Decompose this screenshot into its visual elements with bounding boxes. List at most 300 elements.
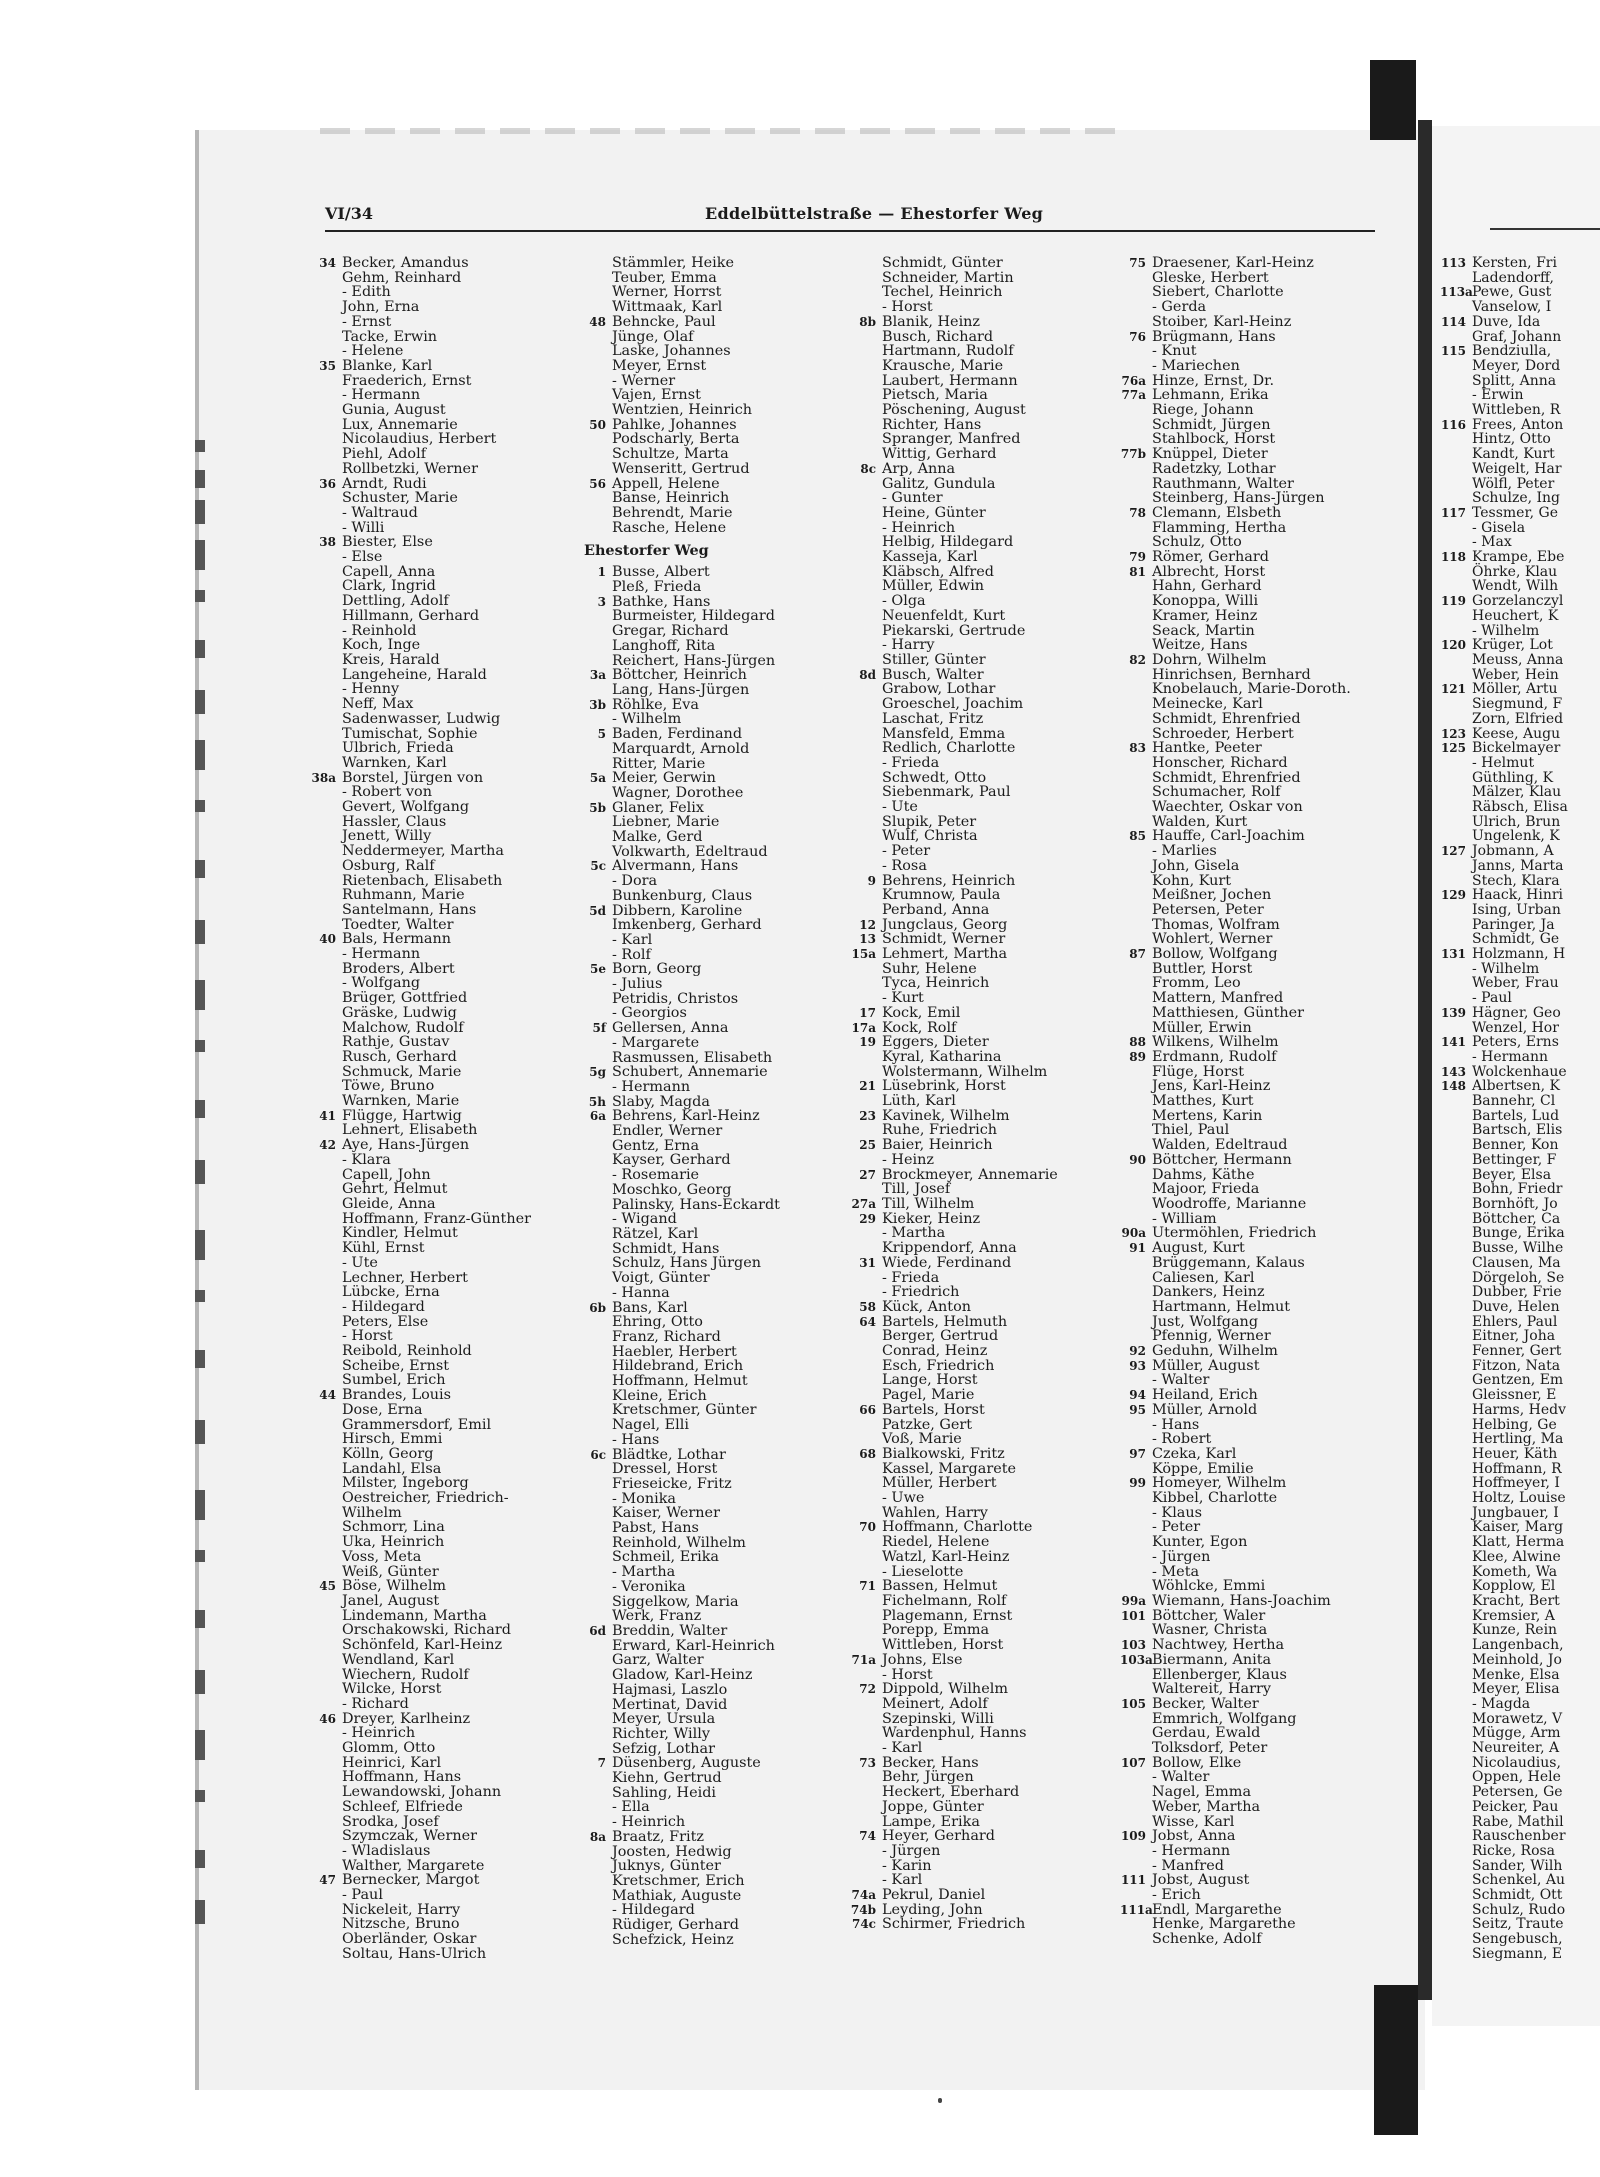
directory-entry [1120, 815, 1351, 830]
house-number [1440, 1021, 1472, 1036]
directory-entry [850, 1594, 1058, 1609]
directory-entry [310, 330, 531, 345]
resident-name: Gräske, Ludwig [342, 1004, 457, 1021]
directory-entry [580, 1756, 780, 1771]
directory-entry [850, 1888, 1058, 1903]
house-number [1120, 1138, 1152, 1153]
directory-entry [310, 785, 531, 800]
directory-entry [310, 1182, 531, 1197]
house-number [1120, 1315, 1152, 1330]
resident-name: - Heinrich [342, 1725, 416, 1742]
resident-name: Osburg, Ralf [342, 857, 435, 874]
house-number [1440, 1241, 1472, 1256]
resident-name: Lux, Annemarie [342, 416, 458, 433]
directory-entry [1120, 859, 1351, 874]
directory-entry [310, 1065, 531, 1080]
resident-name: Fromm, Leo [1152, 975, 1241, 992]
directory-entry [1120, 1226, 1351, 1241]
house-number [850, 756, 882, 771]
house-number [310, 1153, 342, 1168]
house-number [580, 639, 612, 654]
directory-entry [1440, 506, 1568, 521]
resident-name: - Martha [612, 1564, 676, 1581]
directory-entry [1440, 785, 1568, 800]
resident-name: Siggelkow, Maria [612, 1593, 739, 1610]
house-number [580, 830, 612, 845]
house-number [310, 976, 342, 991]
resident-name: Weitze, Hans [1152, 637, 1248, 654]
house-number [310, 1682, 342, 1697]
resident-name: Petersen, Ge [1472, 1784, 1563, 1801]
directory-entry [1440, 741, 1568, 756]
house-number [1120, 1094, 1152, 1109]
house-number: 5b [589, 800, 606, 815]
resident-name: Hillmann, Gerhard [342, 607, 480, 624]
resident-name: Kandt, Kurt [1472, 446, 1555, 463]
directory-entry [1120, 1741, 1351, 1756]
directory-entry [310, 918, 531, 933]
house-number [310, 1506, 342, 1521]
house-number: 23 [859, 1108, 876, 1123]
directory-entry [1120, 1785, 1351, 1800]
resident-name: Podscharly, Berta [612, 431, 740, 448]
directory-entry [310, 756, 531, 771]
resident-name: Müller, Erwin [1152, 1019, 1252, 1036]
house-number [310, 1623, 342, 1638]
house-number [1120, 1373, 1152, 1388]
resident-name: Hajmasi, Laszlo [612, 1681, 728, 1698]
house-number [1120, 1565, 1152, 1580]
directory-entry [580, 1271, 780, 1286]
house-number [1120, 609, 1152, 624]
directory-entry [580, 918, 780, 933]
resident-name: Voigt, Günter [612, 1270, 710, 1287]
directory-column-5-next-page [1440, 256, 1568, 1962]
house-number [310, 653, 342, 668]
resident-name: - Hans [1152, 1416, 1200, 1433]
directory-entry [1120, 1712, 1351, 1727]
directory-entry [580, 1124, 780, 1139]
directory-entry [850, 521, 1058, 536]
directory-entry [850, 653, 1058, 668]
house-number [310, 388, 342, 403]
directory-entry [1120, 1079, 1351, 1094]
house-number [580, 1036, 612, 1051]
resident-name: Behr, Jürgen [882, 1769, 974, 1786]
resident-name: Kracht, Bert [1472, 1592, 1560, 1609]
binding-mark [195, 540, 205, 570]
directory-entry [310, 1609, 531, 1624]
house-number [310, 1006, 342, 1021]
resident-name: - Martha [882, 1225, 946, 1242]
directory-entry [310, 976, 531, 991]
house-number: 34 [319, 256, 336, 270]
directory-entry [850, 1903, 1058, 1918]
directory-entry [850, 1800, 1058, 1815]
resident-name: Müller, Herbert [882, 1475, 997, 1492]
house-number: 38 [319, 535, 336, 550]
house-number [310, 1829, 342, 1844]
directory-entry [310, 462, 531, 477]
resident-name: Rollbetzki, Werner [342, 460, 478, 477]
directory-entry [1440, 1212, 1568, 1227]
house-number [1440, 785, 1472, 800]
house-number [1120, 1859, 1152, 1874]
resident-name: Ruhmann, Marie [342, 887, 465, 904]
directory-entry [1440, 477, 1568, 492]
directory-entry [580, 1359, 780, 1374]
resident-name: Wilkens, Wilhelm [1152, 1034, 1279, 1051]
resident-name: - Horst [342, 1328, 393, 1345]
resident-name: Dankers, Heinz [1152, 1284, 1265, 1301]
resident-name: Neddermeyer, Martha [342, 843, 505, 860]
house-number: 120 [1440, 638, 1466, 653]
house-number [850, 403, 882, 418]
directory-entry [1440, 1344, 1568, 1359]
binding-mark [195, 740, 205, 770]
resident-name: Patzke, Gert [882, 1416, 973, 1433]
directory-entry [1440, 844, 1568, 859]
resident-name: Hirsch, Emmi [342, 1431, 443, 1448]
house-number [850, 1535, 882, 1550]
house-number: 19 [859, 1035, 876, 1050]
house-number: 6c [590, 1447, 606, 1462]
resident-name: Vanselow, I [1472, 299, 1552, 316]
resident-name: Milster, Ingeborg [342, 1475, 469, 1492]
resident-name: - Ernst [342, 313, 392, 330]
resident-name: Pietsch, Maria [882, 387, 988, 404]
directory-entry [310, 874, 531, 889]
resident-name: Ricke, Rosa [1472, 1842, 1556, 1859]
resident-name: Pöschening, August [882, 402, 1026, 419]
resident-name: Gerdau, Ewald [1152, 1725, 1261, 1742]
resident-name: Neureiter, A [1472, 1740, 1560, 1757]
resident-name: Rüdiger, Gerhard [612, 1917, 739, 1934]
house-number [310, 697, 342, 712]
resident-name: Meuss, Anna [1472, 651, 1564, 668]
house-number [1440, 800, 1472, 815]
resident-name: - Paul [1472, 990, 1512, 1007]
resident-name: Janel, August [342, 1592, 440, 1609]
house-number [1120, 1329, 1152, 1344]
resident-name: Schmidt, Ehrenfried [1152, 769, 1301, 786]
house-number [850, 1844, 882, 1859]
resident-name: Oberländer, Oskar [342, 1931, 477, 1948]
resident-name: - Frieda [882, 1269, 940, 1286]
resident-name: Piehl, Adolf [342, 446, 427, 463]
directory-entry [580, 491, 780, 506]
resident-name: Schubert, Annemarie [612, 1064, 768, 1081]
resident-name: Moschko, Georg [612, 1181, 732, 1198]
house-number [310, 521, 342, 536]
resident-name: Steinberg, Hans-Jürgen [1152, 490, 1325, 507]
house-number: 7 [597, 1756, 606, 1771]
resident-name: Becker, Amandus [342, 255, 469, 271]
house-number [850, 1815, 882, 1830]
house-number: 121 [1440, 682, 1466, 697]
resident-name: - Ute [342, 1254, 378, 1271]
directory-entry [580, 418, 780, 433]
directory-entry [1440, 1300, 1568, 1315]
resident-name: Appell, Helene [612, 475, 720, 492]
directory-entry [850, 785, 1058, 800]
directory-entry [310, 579, 531, 594]
house-number [850, 506, 882, 521]
resident-name: Hoffmann, Franz-Günther [342, 1210, 531, 1227]
resident-name: Meyer, Dord [1472, 357, 1561, 374]
house-number [1440, 579, 1472, 594]
house-number [310, 1800, 342, 1815]
directory-entry [580, 300, 780, 315]
house-number [310, 741, 342, 756]
directory-entry [310, 1021, 531, 1036]
house-number [1120, 535, 1152, 550]
resident-name: Kaiser, Marg [1472, 1519, 1564, 1536]
house-number [310, 1065, 342, 1080]
resident-name: Klatt, Herma [1472, 1534, 1565, 1551]
house-number [580, 1462, 612, 1477]
house-number [1120, 403, 1152, 418]
directory-entry [850, 1226, 1058, 1241]
resident-name: Zorn, Elfried [1472, 710, 1564, 727]
resident-name: Böttcher, Ca [1472, 1210, 1561, 1227]
house-number [310, 418, 342, 433]
house-number [310, 1756, 342, 1771]
resident-name: Wöhlcke, Emmi [1152, 1578, 1266, 1595]
house-number [580, 374, 612, 389]
directory-entry [1120, 1123, 1351, 1138]
directory-entry [850, 1050, 1058, 1065]
house-number [1440, 271, 1472, 286]
house-number [1440, 918, 1472, 933]
directory-entry [1120, 1917, 1351, 1932]
directory-entry [580, 595, 780, 610]
house-number: 131 [1440, 947, 1466, 962]
house-number [310, 1432, 342, 1447]
resident-name: - Margarete [612, 1034, 700, 1051]
house-number: 113a [1440, 285, 1473, 300]
directory-entry [580, 1448, 780, 1463]
resident-name: Endl, Margarethe [1152, 1901, 1282, 1918]
directory-entry [580, 1903, 780, 1918]
directory-entry [850, 815, 1058, 830]
directory-entry [850, 418, 1058, 433]
directory-entry [1120, 1021, 1351, 1036]
directory-entry [1440, 1697, 1568, 1712]
directory-entry [310, 829, 531, 844]
house-number [1120, 624, 1152, 639]
house-number: 42 [319, 1138, 336, 1153]
resident-name: Sefzig, Lothar [612, 1740, 715, 1757]
house-number [1440, 477, 1472, 492]
house-number [580, 1418, 612, 1433]
directory-entry [850, 609, 1058, 624]
directory-entry [580, 1301, 780, 1316]
house-number [850, 712, 882, 727]
directory-entry [1120, 491, 1351, 506]
resident-name: Meißner, Jochen [1152, 887, 1272, 904]
resident-name: Öhrke, Klau [1472, 563, 1558, 580]
resident-name: - Max [1472, 534, 1512, 551]
directory-entry [580, 1036, 780, 1051]
house-number [580, 1271, 612, 1286]
resident-name: Langeheine, Harald [342, 666, 487, 683]
house-number [1440, 1403, 1472, 1418]
directory-entry [850, 1917, 1058, 1932]
house-number [1440, 1579, 1472, 1594]
directory-entry [850, 374, 1058, 389]
directory-entry [1120, 1271, 1351, 1286]
house-number [850, 727, 882, 742]
house-number [310, 1168, 342, 1183]
house-number [580, 1051, 612, 1066]
house-number [310, 947, 342, 962]
resident-name: Wiede, Ferdinand [882, 1254, 1012, 1271]
resident-name: Clausen, Ma [1472, 1254, 1561, 1271]
binding-mark [195, 1230, 205, 1260]
directory-entry [580, 1345, 780, 1360]
directory-entry [1120, 594, 1351, 609]
house-number [310, 1462, 342, 1477]
directory-entry [310, 1550, 531, 1565]
directory-entry [580, 1227, 780, 1242]
resident-name: - Jürgen [1152, 1548, 1211, 1565]
house-number: 17 [859, 1005, 876, 1020]
house-number [850, 1785, 882, 1800]
resident-name: Woodroffe, Marianne [1152, 1196, 1307, 1212]
resident-name: Wisse, Karl [1152, 1813, 1235, 1830]
resident-name: Clemann, Elsbeth [1152, 504, 1282, 521]
resident-name: Rietenbach, Elisabeth [342, 872, 503, 889]
resident-name: Albertsen, K [1472, 1078, 1560, 1095]
resident-name: Kometh, Wa [1472, 1563, 1558, 1580]
resident-name: Orschakowski, Richard [342, 1622, 511, 1639]
resident-name: Hintz, Otto [1472, 431, 1551, 448]
resident-name: - Peter [882, 843, 931, 860]
resident-name: - Ella [612, 1799, 650, 1816]
directory-entry [850, 300, 1058, 315]
directory-entry [850, 1550, 1058, 1565]
resident-name: Bollow, Wolfgang [1152, 946, 1278, 963]
resident-name: Schirmer, Friedrich [882, 1916, 1026, 1933]
house-number [310, 1653, 342, 1668]
resident-name: Bartsch, Elis [1472, 1122, 1563, 1139]
house-number [1120, 1623, 1152, 1638]
house-number [580, 403, 612, 418]
directory-entry [580, 698, 780, 713]
directory-entry [580, 815, 780, 830]
house-number [580, 506, 612, 521]
resident-name: Dettling, Adolf [342, 593, 449, 610]
directory-entry [310, 1403, 531, 1418]
directory-entry [850, 330, 1058, 345]
house-number: 73 [859, 1755, 876, 1770]
house-number [580, 1933, 612, 1948]
house-number [580, 1286, 612, 1301]
house-number [310, 800, 342, 815]
directory-entry [580, 1433, 780, 1448]
directory-entry [310, 1285, 531, 1300]
house-number [310, 594, 342, 609]
resident-name: Meyer, Ernst [612, 357, 707, 374]
house-number [580, 1889, 612, 1904]
house-number [580, 1256, 612, 1271]
house-number [310, 1315, 342, 1330]
resident-name: John, Gisela [1152, 857, 1240, 874]
resident-name: Bassen, Helmut [882, 1578, 998, 1595]
directory-entry [310, 1359, 531, 1374]
house-number [850, 1050, 882, 1065]
resident-name: - Hermann [342, 387, 421, 404]
directory-entry [850, 1271, 1058, 1286]
directory-entry [850, 932, 1058, 947]
directory-entry [580, 904, 780, 919]
directory-entry [1440, 344, 1568, 359]
directory-entry [310, 1697, 531, 1712]
directory-entry [850, 1579, 1058, 1594]
house-number [850, 624, 882, 639]
house-number [1120, 844, 1152, 859]
house-number [580, 874, 612, 889]
house-number [310, 1947, 342, 1962]
house-number [850, 359, 882, 374]
house-number [1440, 565, 1472, 580]
resident-name: Petridis, Christos [612, 990, 739, 1007]
house-number [310, 1476, 342, 1491]
directory-entry [1120, 359, 1351, 374]
house-number [850, 815, 882, 830]
directory-entry [1120, 1006, 1351, 1021]
resident-name: Busse, Wilhe [1472, 1240, 1564, 1257]
directory-entry [1440, 1609, 1568, 1624]
house-number [850, 594, 882, 609]
directory-entry [1440, 609, 1568, 624]
resident-name: Joppe, Günter [882, 1798, 984, 1815]
house-number [580, 1771, 612, 1786]
resident-name: Gentz, Erna [612, 1137, 700, 1154]
house-number [580, 1595, 612, 1610]
directory-entry [310, 447, 531, 462]
resident-name: Wittleben, R [1472, 402, 1561, 419]
resident-name: Behrens, Heinrich [882, 872, 1016, 889]
resident-name: Frees, Anton [1472, 416, 1564, 433]
directory-entry [1440, 1550, 1568, 1565]
house-number [310, 1241, 342, 1256]
resident-name: Heyer, Gerhard [882, 1828, 995, 1845]
binding-mark [195, 440, 205, 452]
directory-entry [850, 1447, 1058, 1462]
directory-entry [310, 1815, 531, 1830]
directory-entry [1440, 1932, 1568, 1947]
resident-name: Hantke, Peeter [1152, 740, 1262, 757]
resident-name: Hägner, Geo [1472, 1004, 1561, 1021]
house-number [850, 330, 882, 345]
directory-entry [310, 1256, 531, 1271]
house-number [850, 1462, 882, 1477]
directory-entry [1440, 330, 1568, 345]
house-number: 83 [1129, 741, 1146, 756]
house-number [1120, 1271, 1152, 1286]
binding-mark [195, 1850, 205, 1868]
resident-name: - Heinz [882, 1151, 934, 1168]
resident-name: Neuenfeldt, Kurt [882, 607, 1006, 624]
house-number [850, 800, 882, 815]
directory-entry [310, 1168, 531, 1183]
house-number: 50 [589, 417, 606, 432]
house-number: 41 [319, 1108, 336, 1123]
resident-name: Voß, Marie [882, 1431, 962, 1448]
resident-name: Spranger, Manfred [882, 431, 1021, 448]
